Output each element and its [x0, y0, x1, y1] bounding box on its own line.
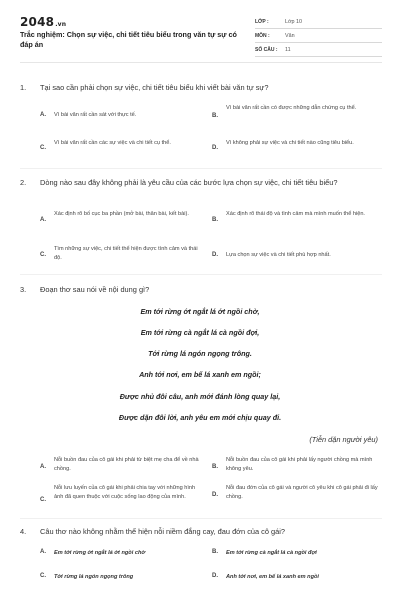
option-letter: A.	[40, 464, 46, 470]
option-a[interactable]: Em tới rừng ớt ngắt lá ớt ngồi chờ	[54, 550, 146, 556]
logo-suffix: .vn	[55, 21, 67, 28]
meta-value: Văn	[285, 32, 295, 39]
header-divider	[20, 62, 382, 63]
option-b[interactable]: Em tới rừng cà ngắt lá cà ngồi đợi	[226, 550, 317, 556]
option-d[interactable]: Lựa chọn sự việc và chi tiết phù hợp nhất.	[226, 252, 331, 258]
page-header	[20, 15, 382, 57]
option-letter: B.	[212, 113, 218, 119]
meta-value: Lớp 10	[285, 18, 303, 25]
option-a[interactable]: Vì bài văn rất cần sát với thực tế.	[54, 112, 137, 118]
option-d[interactable]: Vì không phải sự việc và chi tiết nào cũng tiêu biểu.	[226, 140, 354, 146]
option-letter: A.	[40, 549, 46, 555]
meta-row-subject	[255, 29, 382, 43]
question-number: 1.	[20, 83, 27, 92]
question-number: 4.	[20, 527, 27, 536]
question-divider	[20, 274, 382, 275]
option-d[interactable]: Nỗi đau đớn của cô gái và người cô yêu khi cô gái phải đi lấy chồng.	[226, 485, 378, 500]
option-b[interactable]: Vì bài văn rất cần có được những dẫn chứng cụ thể.	[226, 105, 357, 111]
option-letter: A.	[40, 112, 46, 118]
poem-line: Được nhủ đôi câu, anh mới đánh lòng quay lại,	[119, 392, 281, 401]
option-letter: C.	[40, 497, 46, 503]
option-c[interactable]: Tới rừng lá ngón ngọng trông	[54, 574, 134, 580]
option-d[interactable]: Anh tới nơi, em bế lá xanh em ngồi	[226, 574, 319, 580]
poem-line: Em tới rừng ớt ngắt lá ớt ngồi chờ,	[140, 307, 260, 316]
meta-table	[255, 15, 382, 57]
poem-line: Tới rừng lá ngón ngọng trông.	[148, 349, 252, 358]
option-letter: B.	[212, 549, 218, 555]
option-letter: D.	[212, 145, 218, 151]
question-number: 3.	[20, 285, 27, 294]
question-text: Tại sao cần phải chọn sự việc, chi tiết tiêu biểu khi viết bài văn tự sự?	[40, 83, 269, 92]
option-letter: B.	[212, 217, 218, 223]
poem-line: Anh tới nơi, em bế lá xanh em ngồi;	[139, 370, 261, 379]
option-letter: C.	[40, 145, 46, 151]
option-letter: C.	[40, 573, 46, 579]
page-title: Trắc nghiệm: Chọn sự việc, chi tiết tiêu biểu trong văn tự sự có đáp án	[20, 30, 237, 49]
poem-line: Được dặn đôi lời, anh yêu em mới chịu quay đi.	[118, 413, 282, 422]
option-letter: D.	[212, 573, 218, 579]
option-c[interactable]: Nỗi lưu luyến của cô gái khi phải chia tay với những hình ảnh đã quen thuộc với cuộc sống lao động của mình.	[54, 485, 196, 500]
option-c[interactable]: Vì bài văn rất cần các sự việc và chi tiết cụ thể.	[54, 140, 171, 146]
meta-key: MÔN :	[255, 32, 270, 39]
meta-row-count	[255, 43, 382, 57]
option-a[interactable]: Nỗi buồn đau của cô gái khi phải từ biệt mẹ cha để về nhà chồng.	[54, 457, 199, 472]
question-divider	[20, 518, 382, 519]
question-text: Dòng nào sau đây không phải là yêu cầu của các bước lựa chọn sự việc, chi tiết tiêu biểu?	[40, 178, 338, 187]
option-a[interactable]: Xác định rõ bố cục ba phần (mở bài, thân bài, kết bài).	[54, 211, 189, 217]
question-divider	[20, 168, 382, 169]
meta-key: SỐ CÂU :	[255, 46, 278, 53]
logo-main: 2048	[20, 15, 55, 29]
option-letter: C.	[40, 252, 46, 258]
option-b[interactable]: Xác định rõ thái độ và tình cảm mà mình muốn thể hiện.	[226, 211, 365, 217]
meta-key: LỚP :	[255, 18, 269, 25]
question-text: Đoạn thơ sau nói về nội dung gì?	[40, 285, 150, 294]
poem-source: (Tiễn dặn người yêu)	[309, 435, 378, 444]
meta-value: 11	[285, 46, 291, 53]
option-letter: D.	[212, 492, 218, 498]
option-letter: A.	[40, 217, 46, 223]
option-c[interactable]: Tìm những sự việc, chi tiết thể hiện được tình cảm và thái độ.	[54, 246, 198, 261]
meta-row-class	[255, 15, 382, 29]
question-text: Câu thơ nào không nhằm thể hiện nỗi niềm đắng cay, đau đớn của cô gái?	[40, 527, 285, 536]
site-logo[interactable]	[20, 15, 66, 29]
option-b[interactable]: Nỗi buồn đau của cô gái khi phải lấy người chồng mà mình không yêu.	[226, 457, 373, 472]
question-number: 2.	[20, 178, 27, 187]
poem-line: Em tới rừng cà ngắt lá cà ngồi đợi,	[140, 328, 260, 337]
option-letter: D.	[212, 252, 218, 258]
option-letter: B.	[212, 464, 218, 470]
